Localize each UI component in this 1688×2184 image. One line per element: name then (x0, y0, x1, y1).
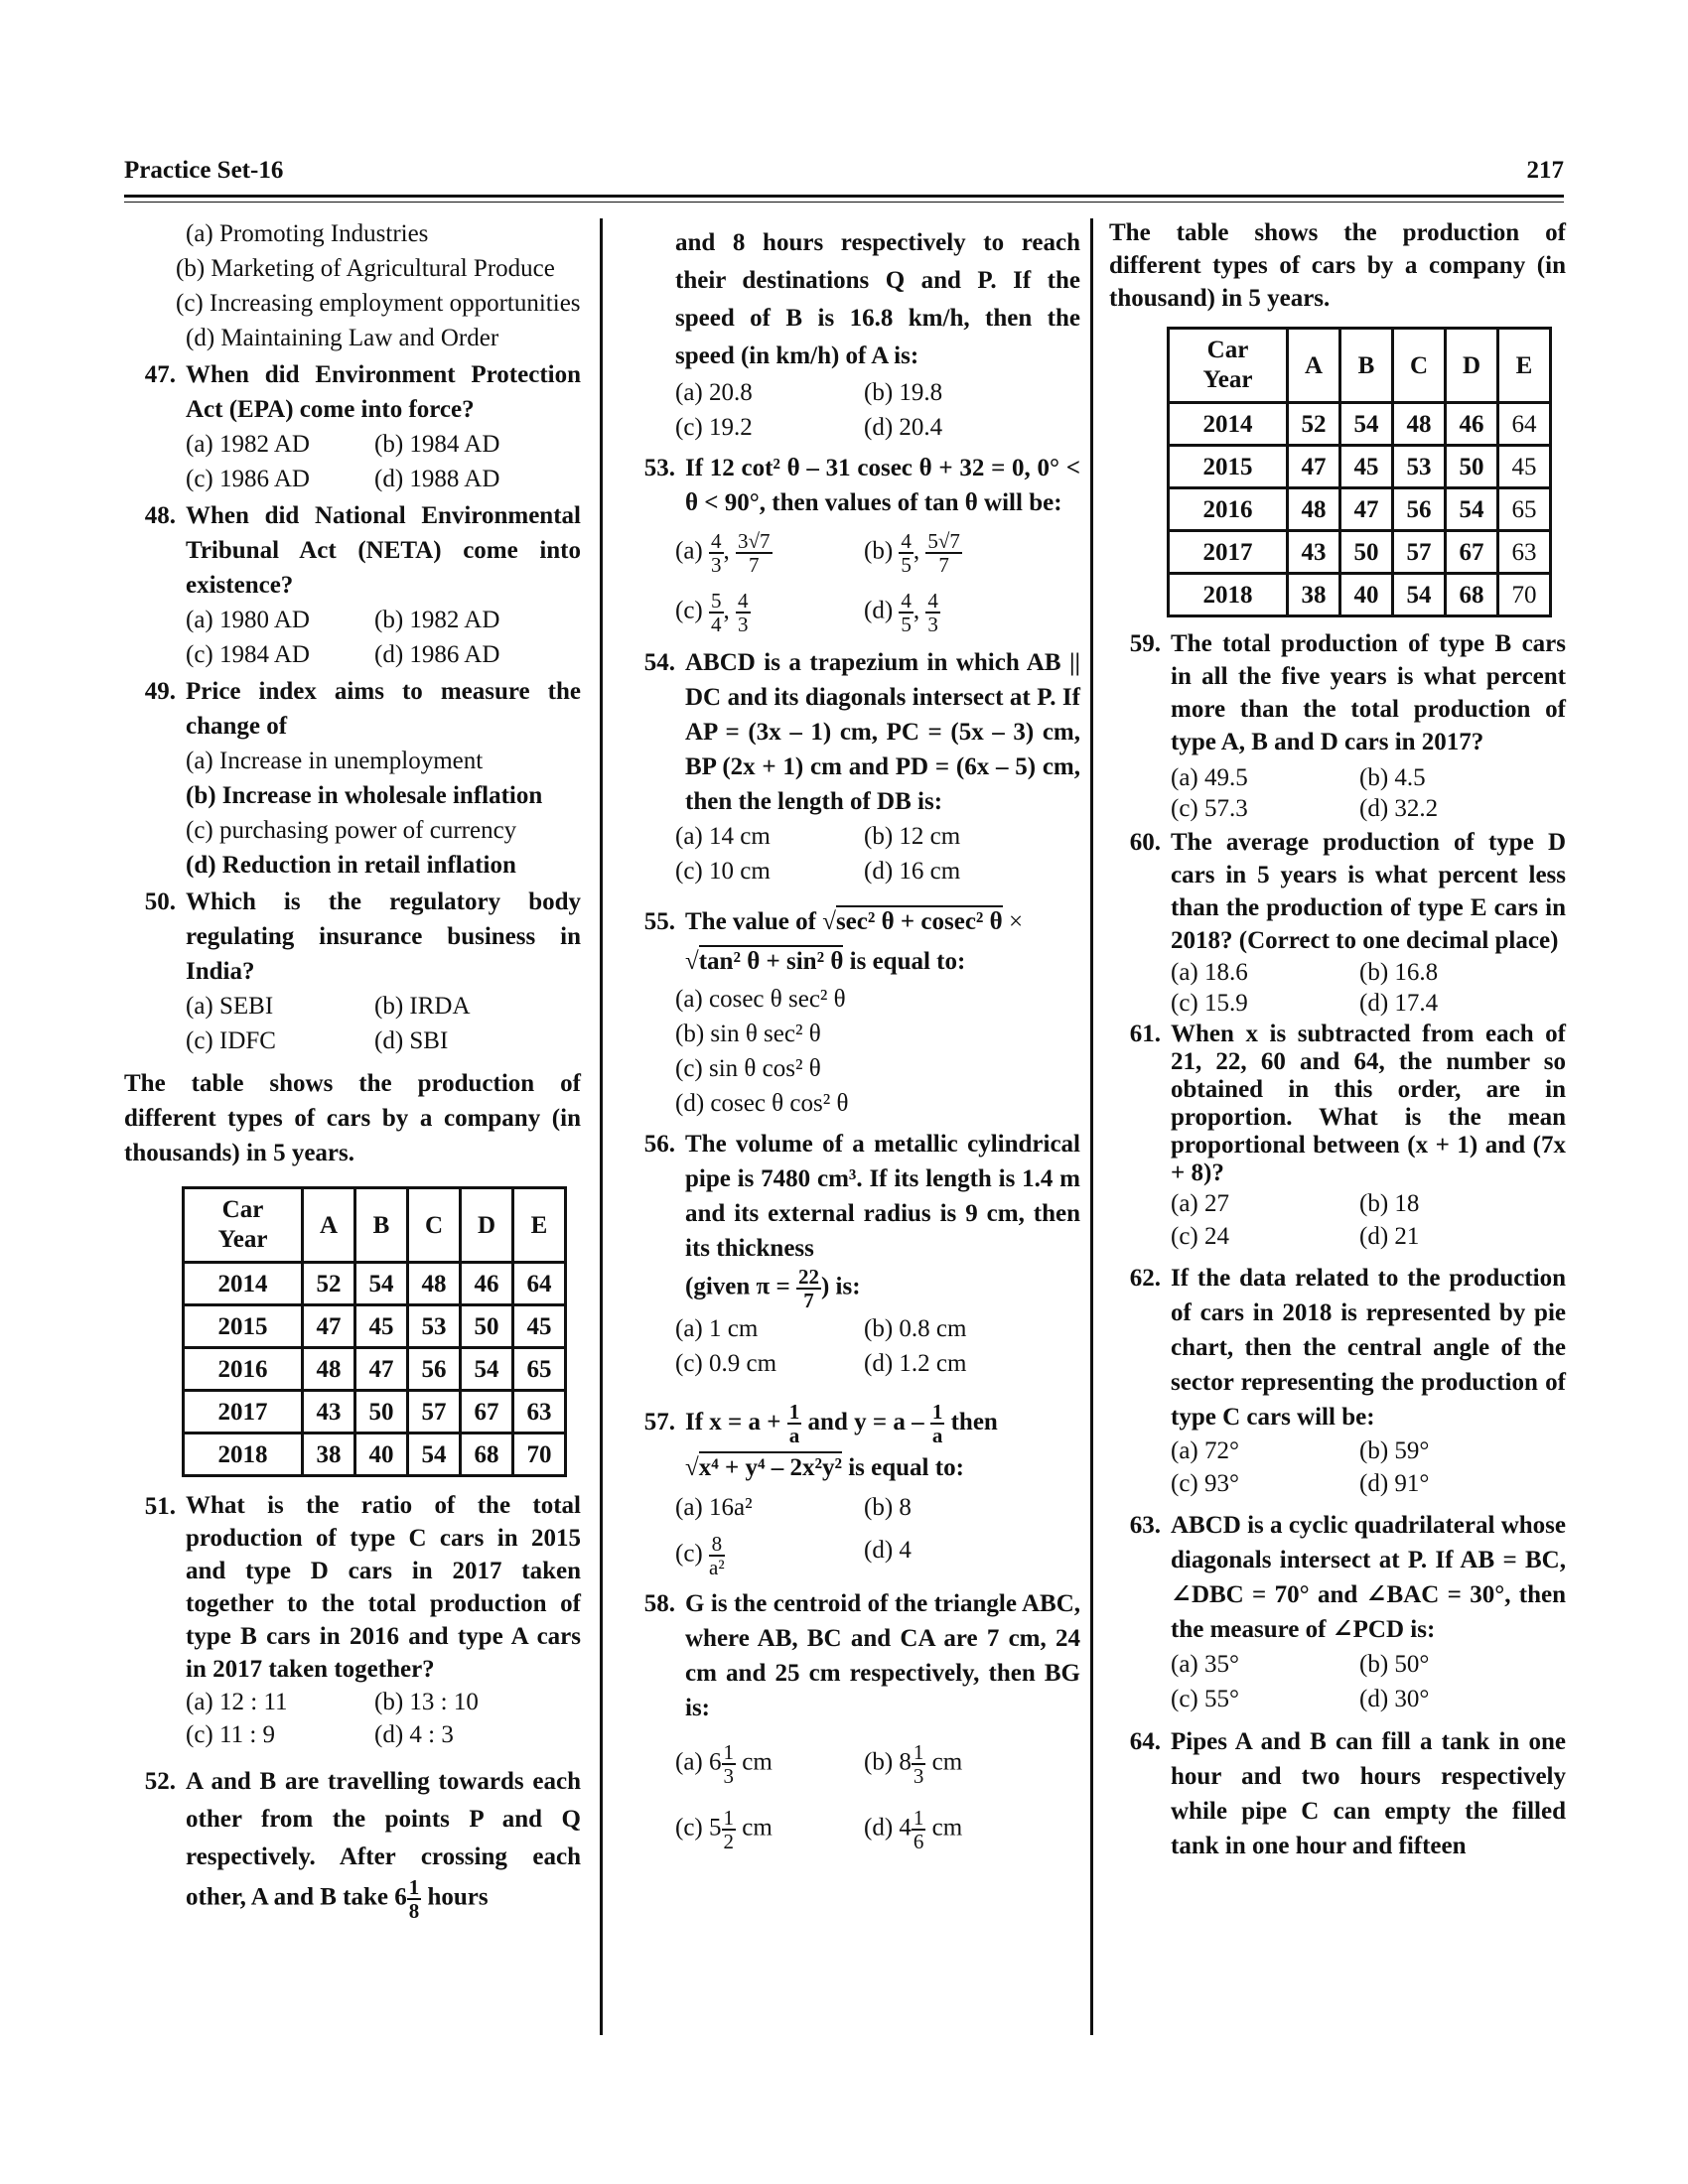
car-production-table-1 (182, 1186, 567, 1477)
q56-given-part1: (given π = (685, 1273, 790, 1300)
q56-number: 56. (643, 1131, 675, 1158)
table1-col-header: D (461, 1188, 513, 1263)
question-50 (124, 885, 581, 989)
column-divider-2 (1090, 218, 1093, 2035)
q57-number: 57. (643, 1409, 675, 1435)
table1-row (184, 1433, 566, 1476)
q52-option-a: (a) 20.8 (675, 379, 753, 406)
q55-root-2: tan² θ + sin² θ (699, 945, 844, 975)
question-60 (1109, 826, 1566, 957)
q46-option-d: (d) Maintaining Law and Order (186, 325, 499, 351)
table1-value-cell: 46 (461, 1263, 513, 1305)
table2-row (1169, 488, 1551, 531)
table2-value-cell: 38 (1288, 574, 1340, 616)
q50-option-d: (d) SBI (374, 1027, 449, 1054)
question-56 (624, 1127, 1080, 1311)
column-3 (1109, 216, 1566, 1863)
question-52 (124, 1763, 581, 1922)
q58-option-c: (c) 5 $\frac{1}{2}$ cm (675, 1806, 773, 1854)
table1-col-header: E (513, 1188, 566, 1263)
q49-option-a: (a) Increase in unemployment (186, 748, 484, 774)
q49-number: 49. (144, 678, 176, 705)
table1-value-cell: 57 (408, 1391, 461, 1433)
header-rule (124, 195, 1564, 198)
table1-value-cell: 48 (303, 1348, 355, 1391)
table2-value-cell: 45 (1498, 446, 1551, 488)
q55-times: × (1008, 908, 1024, 935)
table2-corner-header: Car Year (1169, 329, 1288, 403)
table2-value-cell: 65 (1498, 488, 1551, 531)
table2-value-cell: 54 (1393, 574, 1446, 616)
q53-number: 53. (643, 455, 675, 481)
table1-year-cell: 2015 (184, 1305, 303, 1348)
q49-option-d: (d) Reduction in retail inflation (186, 852, 516, 879)
q57-stem-part3: then (950, 1409, 998, 1435)
table-intro-2: The table shows the production of different types of cars by a company (in thousand) in 5 years. (1109, 219, 1566, 312)
table1-value-cell: 45 (513, 1305, 566, 1348)
q62-options (1109, 1434, 1566, 1500)
table1-value-cell: 54 (355, 1263, 408, 1305)
q63-option-a: (a) 35° (1171, 1651, 1239, 1678)
q48-option-a: (a) 1980 AD (186, 607, 310, 633)
car-production-table-2 (1167, 327, 1552, 617)
q57-option-b: (b) 8 (864, 1494, 912, 1522)
q58-stem: G is the centroid of the triangle ABC, where AB, BC and CA are 7 cm, 24 cm and 25 cm respectively, then BG is: (685, 1590, 1080, 1722)
q56-options (624, 1311, 1080, 1381)
q62-stem: If the data related to the production of cars in 2018 is represented by pie chart, then the central angle of the sector representing the production of type C cars will be: (1171, 1265, 1566, 1431)
q47-option-b: (b) 1984 AD (374, 431, 500, 458)
q48-option-c: (c) 1984 AD (186, 641, 310, 668)
q56-option-a: (a) 1 cm (675, 1315, 759, 1342)
q46-option-a: (a) Promoting Industries (186, 220, 429, 247)
q51-option-c: (c) 11 : 9 (186, 1721, 276, 1748)
q54-number: 54. (643, 649, 675, 676)
q50-option-b: (b) IRDA (374, 993, 471, 1020)
table1-value-cell: 63 (513, 1391, 566, 1433)
q61-option-d: (d) 21 (1359, 1223, 1420, 1250)
q61-stem: When x is subtracted from each of 21, 22, 60 and 64, the number so obtained in this order, are in proportion. What is the mean proportional between (x + 1) and (7x + 8)? (1171, 1021, 1566, 1186)
table1-value-cell: 54 (461, 1348, 513, 1391)
table1-value-cell: 54 (408, 1433, 461, 1476)
q61-options (1109, 1187, 1566, 1253)
table1-year-cell: 2017 (184, 1391, 303, 1433)
table1-value-cell: 52 (303, 1263, 355, 1305)
q64-stem: Pipes A and B can fill a tank in one hour and two hours respectively while pipe C can empty the filled tank in one hour and fifteen (1171, 1728, 1566, 1859)
q55-number: 55. (643, 908, 675, 935)
q56-option-b: (b) 0.8 cm (864, 1315, 967, 1342)
table1-year-cell: 2014 (184, 1263, 303, 1305)
q57-option-a: (a) 16a² (675, 1494, 753, 1522)
q49-option-c: (c) purchasing power of currency (186, 817, 517, 844)
table1-row (184, 1305, 566, 1348)
q52-fraction (407, 1876, 422, 1922)
q60-number: 60. (1129, 829, 1161, 856)
column-divider-1 (600, 218, 603, 2035)
table2-year-cell: 2017 (1169, 531, 1288, 574)
q60-stem: The average production of type D cars in 5 years is what percent less than the production of type E cars in 2018? (Correct to one decimal place) (1171, 829, 1566, 954)
question-64 (1109, 1724, 1566, 1863)
q51-stem: What is the ratio of the total production of type C cars in 2015 and type D cars in 2017 taken together to the total production of type B cars in 2016 and type A cars in 2017 taken together? (186, 1492, 581, 1683)
table2-value-cell: 63 (1498, 531, 1551, 574)
table1-value-cell: 53 (408, 1305, 461, 1348)
q52-number: 52. (144, 1768, 176, 1795)
q53-option-a: (a) $\frac{4}{3}$ , $\frac{3√7}{7}$ (675, 529, 771, 577)
q60-option-d: (d) 17.4 (1359, 990, 1439, 1017)
q62-option-d: (d) 91° (1359, 1470, 1430, 1497)
q53-option-c: (c) $\frac{5}{4}$ , $\frac{4}{3}$ (675, 589, 749, 636)
table2-col-header: B (1340, 329, 1393, 403)
q47-options (124, 427, 581, 496)
table2-year-cell: 2016 (1169, 488, 1288, 531)
question-59 (1109, 627, 1566, 758)
table1-col-header: B (355, 1188, 408, 1263)
table2-value-cell: 50 (1340, 531, 1393, 574)
q47-option-d: (d) 1988 AD (374, 466, 500, 492)
question-57: 57. If x = a + $\frac{1}{a}$ and y = a – $\frac{1}{a}$ then √x⁴ + y⁴ – 2x²y² is equal to: (624, 1401, 1080, 1490)
q63-number: 63. (1129, 1512, 1161, 1539)
q54-option-b: (b) 12 cm (864, 823, 961, 850)
q57-stem-part2: and y = a – (807, 1409, 924, 1435)
q62-option-c: (c) 93° (1171, 1470, 1239, 1497)
q51-options (124, 1686, 581, 1751)
q49-option-b: (b) Increase in wholesale inflation (186, 782, 543, 809)
q50-option-a: (a) SEBI (186, 993, 274, 1020)
q54-option-d: (d) 16 cm (864, 858, 961, 885)
q62-number: 62. (1129, 1265, 1161, 1292)
q50-stem: Which is the regulatory body regulating insurance business in India? (186, 888, 581, 985)
table2-value-cell: 43 (1288, 531, 1340, 574)
table2-value-cell: 50 (1446, 446, 1498, 488)
table1-value-cell: 67 (461, 1391, 513, 1433)
q59-option-d: (d) 32.2 (1359, 795, 1439, 822)
q52-stem-part2: hours (421, 1883, 489, 1911)
q51-option-b: (b) 13 : 10 (374, 1689, 479, 1715)
table1-value-cell: 43 (303, 1391, 355, 1433)
table1-value-cell: 47 (303, 1305, 355, 1348)
q47-stem: When did Environment Protection Act (EPA) come into force? (186, 361, 581, 423)
table2-value-cell: 67 (1446, 531, 1498, 574)
q58-number: 58. (643, 1590, 675, 1618)
table2-year-cell: 2015 (1169, 446, 1288, 488)
q53-option-b: (b) $\frac{4}{5}$ , $\frac{5√7}{7}$ (864, 529, 960, 577)
table2-col-header: E (1498, 329, 1551, 403)
table1-value-cell: 50 (355, 1391, 408, 1433)
practice-set-title: Practice Set-16 (124, 157, 284, 184)
q48-options (124, 603, 581, 672)
table1-value-cell: 45 (355, 1305, 408, 1348)
page-number: 217 (1526, 157, 1564, 184)
q56-option-d: (d) 1.2 cm (864, 1350, 967, 1377)
q63-option-d: (d) 30° (1359, 1686, 1430, 1712)
q51-option-d: (d) 4 : 3 (374, 1721, 454, 1748)
q52-option-c: (c) 19.2 (675, 414, 753, 441)
column-1 (124, 216, 581, 1922)
q55-option-a: (a) cosec θ sec² θ (675, 986, 846, 1013)
table1-value-cell: 68 (461, 1433, 513, 1476)
question-48 (124, 498, 581, 603)
q57-option-d: (d) 4 (864, 1537, 912, 1565)
q58-options (624, 1741, 1080, 1852)
question-47 (124, 357, 581, 427)
q61-option-a: (a) 27 (1171, 1190, 1229, 1217)
question-55: 55. The value of √sec² θ + cosec² θ × √tan² θ + sin² θ is equal to: (624, 902, 1080, 982)
table2-value-cell: 68 (1446, 574, 1498, 616)
q63-option-c: (c) 55° (1171, 1686, 1239, 1712)
q58-option-a: (a) 6 $\frac{1}{3}$ cm (675, 1740, 773, 1789)
table2-value-cell: 48 (1393, 403, 1446, 446)
q46-option-b: (b) Marketing of Agricultural Produce (176, 255, 555, 282)
q47-option-c: (c) 1986 AD (186, 466, 310, 492)
q52-option-b: (b) 19.8 (864, 379, 943, 406)
q51-option-a: (a) 12 : 11 (186, 1689, 288, 1715)
question-54 (624, 645, 1080, 819)
q64-number: 64. (1129, 1728, 1161, 1755)
question-62 (1109, 1261, 1566, 1434)
q56-stem: The volume of a metallic cylindrical pipe is 7480 cm³. If its length is 1.4 m and its external radius is 9 cm, then its thickness (685, 1131, 1080, 1262)
q57-option-c: (c) $\frac{8}{\text{a²}}$ (675, 1532, 725, 1580)
q59-options (1109, 762, 1566, 824)
q55-stem-part1: The value of (685, 908, 816, 935)
q55-option-b: (b) sin θ sec² θ (675, 1021, 821, 1047)
table2-value-cell: 52 (1288, 403, 1340, 446)
q52-continued: and 8 hours respectively to reach their destinations Q and P. If the speed of B is 16.8 km/h, then the speed (in km/h) of A is: (675, 229, 1080, 369)
q59-option-c: (c) 57.3 (1171, 795, 1248, 822)
table2-year-cell: 2018 (1169, 574, 1288, 616)
q48-number: 48. (144, 502, 176, 529)
table2-col-header: A (1288, 329, 1340, 403)
table2-value-cell: 47 (1340, 488, 1393, 531)
question-49 (124, 674, 581, 744)
q52-frac-den: 8 (408, 1899, 420, 1923)
q56-given-part2: ) is: (820, 1273, 861, 1300)
q56-option-c: (c) 0.9 cm (675, 1350, 777, 1377)
table1-col-header: C (408, 1188, 461, 1263)
q48-option-b: (b) 1982 AD (374, 607, 500, 633)
table2-col-header: D (1446, 329, 1498, 403)
q57-stem-part4: is equal to: (848, 1454, 964, 1482)
q57-stem-part1: If x = a + (685, 1409, 781, 1435)
q48-option-d: (d) 1986 AD (374, 641, 500, 668)
question-61 (1109, 1021, 1566, 1187)
q54-option-c: (c) 10 cm (675, 858, 771, 885)
q57-root: x⁴ + y⁴ – 2x²y² (699, 1451, 842, 1481)
q58-option-d: (d) 4 $\frac{1}{6}$ cm (864, 1806, 963, 1854)
q60-option-c: (c) 15.9 (1171, 990, 1248, 1017)
q60-options (1109, 957, 1566, 1019)
table1-value-cell: 40 (355, 1433, 408, 1476)
table1-corner-header: Car Year (184, 1188, 303, 1263)
table2-value-cell: 64 (1498, 403, 1551, 446)
table2-col-header: C (1393, 329, 1446, 403)
q52-options (624, 375, 1080, 445)
q47-option-a: (a) 1982 AD (186, 431, 310, 458)
table2-row (1169, 531, 1551, 574)
question-53 (624, 451, 1080, 520)
q50-options (124, 989, 581, 1058)
q55-option-c: (c) sin θ cos² θ (675, 1055, 821, 1082)
table2-value-cell: 45 (1340, 446, 1393, 488)
table1-value-cell: 38 (303, 1433, 355, 1476)
table2-row (1169, 403, 1551, 446)
q63-options (1109, 1647, 1566, 1716)
table2-value-cell: 53 (1393, 446, 1446, 488)
q61-number: 61. (1129, 1021, 1161, 1047)
table1-year-cell: 2016 (184, 1348, 303, 1391)
table2-value-cell: 40 (1340, 574, 1393, 616)
q59-option-b: (b) 4.5 (1359, 764, 1426, 791)
table1-value-cell: 48 (408, 1263, 461, 1305)
table2-year-cell: 2014 (1169, 403, 1288, 446)
q55-option-d: (d) cosec θ cos² θ (675, 1090, 849, 1117)
table2-value-cell: 54 (1446, 488, 1498, 531)
q53-option-d: (d) $\frac{4}{5}$ , $\frac{4}{3}$ (864, 589, 938, 636)
q59-option-a: (a) 49.5 (1171, 764, 1248, 791)
question-51 (124, 1489, 581, 1686)
q58-option-b: (b) 8 $\frac{1}{3}$ cm (864, 1740, 963, 1789)
q59-number: 59. (1129, 630, 1161, 657)
table-intro-1: The table shows the production of different types of cars by a company (in thousands) in 5 years. (124, 1070, 581, 1166)
table2-value-cell: 47 (1288, 446, 1340, 488)
table1-value-cell: 50 (461, 1305, 513, 1348)
q50-number: 50. (144, 888, 176, 915)
q63-stem: ABCD is a cyclic quadrilateral whose diagonals intersect at P. If AB = BC, ∠DBC = 70° and ∠BAC = 30°, then the measure of ∠PCD is: (1171, 1512, 1566, 1643)
q59-stem: The total production of type B cars in all the five years is what percent more than the total production of type A, B and D cars in 2017? (1171, 630, 1566, 755)
q49-stem: Price index aims to measure the change of (186, 678, 581, 740)
q53-stem: If 12 cot² θ – 31 cosec θ + 32 = 0, 0° < θ < 90°, then values of tan θ will be: (685, 455, 1080, 516)
q53-options (624, 530, 1080, 635)
q62-option-a: (a) 72° (1171, 1437, 1239, 1464)
q56-pi-fraction: $\frac{22}{7}$ (797, 1265, 819, 1312)
q54-options (624, 819, 1080, 888)
table2-value-cell: 54 (1340, 403, 1393, 446)
table2-row (1169, 574, 1551, 616)
table1-value-cell: 65 (513, 1348, 566, 1391)
table2-value-cell: 70 (1498, 574, 1551, 616)
q62-option-b: (b) 59° (1359, 1437, 1430, 1464)
question-63 (1109, 1508, 1566, 1647)
table2-row (1169, 446, 1551, 488)
q51-number: 51. (144, 1493, 176, 1520)
q55-root-1: sec² θ + cosec² θ (836, 905, 1003, 935)
table1-row (184, 1348, 566, 1391)
table1-row (184, 1391, 566, 1433)
table1-year-cell: 2018 (184, 1433, 303, 1476)
q54-option-a: (a) 14 cm (675, 823, 771, 850)
q46-option-c: (c) Increasing employment opportunities (176, 290, 581, 317)
q60-option-b: (b) 16.8 (1359, 959, 1439, 986)
page-header (124, 157, 1564, 187)
question-58 (624, 1586, 1080, 1725)
table2-value-cell: 56 (1393, 488, 1446, 531)
table2-value-cell: 48 (1288, 488, 1340, 531)
table1-col-header: A (303, 1188, 355, 1263)
q63-option-b: (b) 50° (1359, 1651, 1430, 1678)
column-2 (624, 216, 1080, 1852)
q54-stem: ABCD is a trapezium in which AB || DC and its diagonals intersect at P. If AP = (3x – 1) cm, PC = (5x – 3) cm, BP (2x + 1) cm and PD = (6x – 5) cm, then the length of DB is: (685, 649, 1080, 815)
table1-value-cell: 47 (355, 1348, 408, 1391)
q47-number: 47. (144, 361, 176, 388)
q60-option-a: (a) 18.6 (1171, 959, 1248, 986)
q52-stem-part1: A and B are travelling towards each other from the points P and Q respectively. After crossing each other, A and B take 6 (186, 1768, 581, 1911)
table1-value-cell: 64 (513, 1263, 566, 1305)
table2-value-cell: 57 (1393, 531, 1446, 574)
q52-option-d: (d) 20.4 (864, 414, 943, 441)
table1-row (184, 1263, 566, 1305)
q52-frac-num: 1 (408, 1875, 420, 1899)
table1-value-cell: 70 (513, 1433, 566, 1476)
q55-stem-part2: is equal to: (849, 948, 966, 975)
q48-stem: When did National Environmental Tribunal Act (NETA) come into existence? (186, 502, 581, 599)
q61-option-b: (b) 18 (1359, 1190, 1420, 1217)
header-rule-thin (124, 202, 1564, 203)
table2-value-cell: 46 (1446, 403, 1498, 446)
table1-value-cell: 56 (408, 1348, 461, 1391)
q50-option-c: (c) IDFC (186, 1027, 276, 1054)
q57-options (624, 1490, 1080, 1578)
q61-option-c: (c) 24 (1171, 1223, 1229, 1250)
